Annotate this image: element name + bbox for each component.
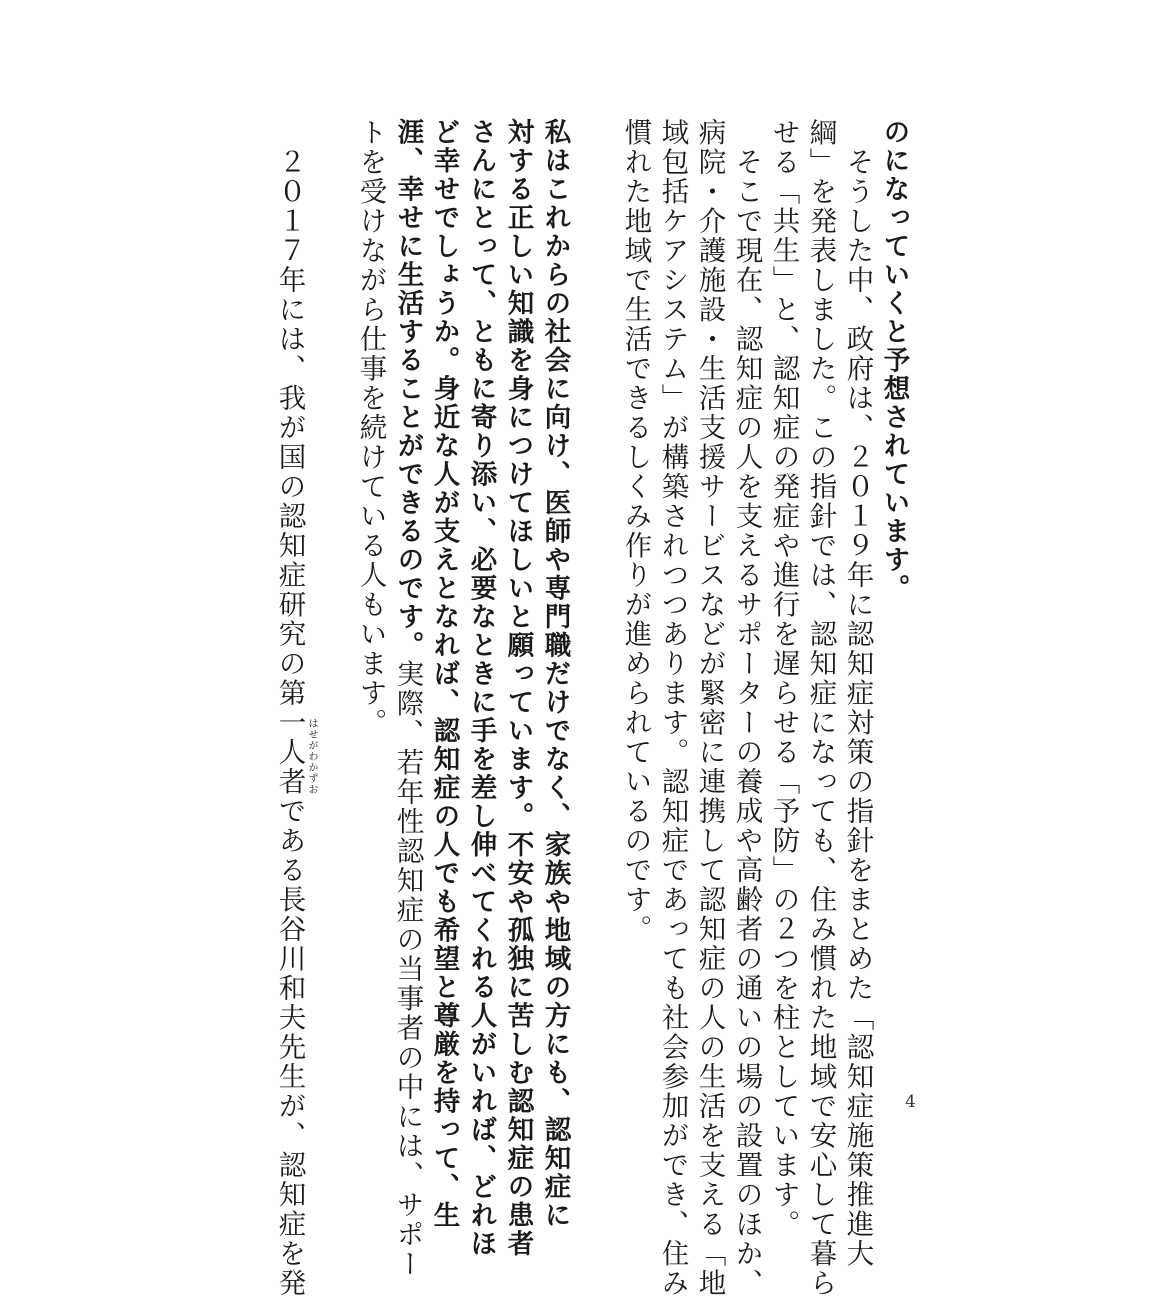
bold-column-4: ど幸せでしょうか。身近な人が支えとなれば、認知症の人でも希望と尊厳を持って、生 (428, 118, 460, 1230)
ruby-annotation: はせがわかずお (306, 718, 317, 795)
bold-column-3: さんにとって、ともに寄り添い、必要なときに手を差し伸べてくれる人がいれば、どれほ (465, 118, 497, 1258)
mixed-column-bold-part: 涯、幸せに生活することができるのです。 (392, 118, 424, 660)
text-column-4: せる「共生」と、認知症の発症や進行を遅らせる「予防」の２つを柱としています。 (767, 118, 800, 1239)
text-column-9: トを受けながら仕事を続けている人もいます。 (354, 118, 387, 738)
text-column-7: 域包括ケアシステム」が構築されつつあります。認知症であっても社会参加ができ、住み (656, 118, 689, 1298)
bold-column-1: 私はこれからの社会に向け、医師や専門職だけでなく、家族や地域の方にも、認知症に (539, 118, 571, 1230)
text-column-1: のになっていくと予想されています。 (878, 118, 910, 603)
bold-column-2: 対する正しい知識を身につけてほしいと願っています。不安や孤独に苦しむ認知症の患者 (502, 118, 534, 1258)
text-column-5: そこで現在、認知症の人を支えるサポーターの養成や高齢者の通いの場の設置のほか、 (730, 118, 763, 1298)
text-column-2: そうした中、政府は、２０１９年に認知症対策の指針をまとめた「認知症施策推進大 (841, 118, 874, 1269)
page-number: 4 (905, 1092, 916, 1112)
text-column-8: 慣れた地域で生活できるしくみ作りが進められているのです。 (619, 118, 652, 944)
text-column-10: ２０１７年には、我が国の認知症研究の第一人者である長谷川和夫先生が、認知症を発 (273, 118, 306, 1298)
mixed-column-regular-part: 実際、若年性認知症の当事者の中には、サポー (391, 659, 424, 1279)
text-column-6: 病院・介護施設・生活支援サービスなどが緊密に連携して認知症の人の生活を支える「地 (693, 118, 726, 1298)
text-column-3: 綱」を発表しました。この指針では、認知症になっても、住み慣れた地域で安心して暮ら (804, 118, 837, 1298)
mixed-column (391, 118, 424, 1279)
